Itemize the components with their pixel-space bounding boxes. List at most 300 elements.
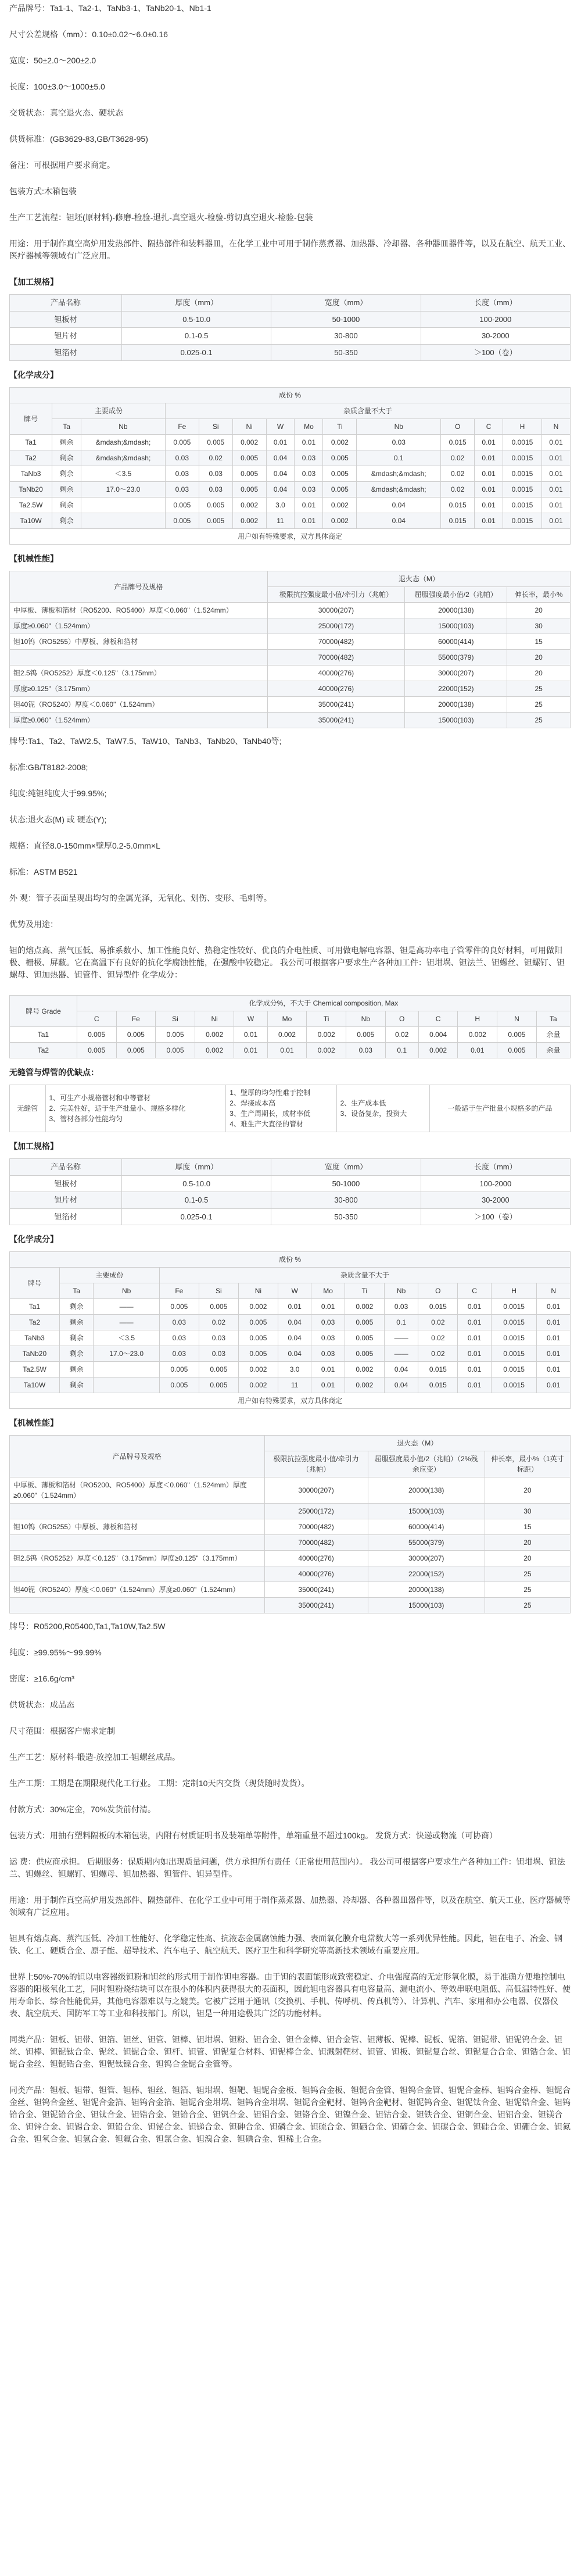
table-cell: 25 xyxy=(485,1566,570,1582)
table-cell: 0.005 xyxy=(199,1378,238,1393)
table-cell: 0.04 xyxy=(278,1315,311,1330)
table-cell: 0.03 xyxy=(295,466,323,482)
table-cell: 0.04 xyxy=(266,450,295,466)
table-cell: 中厚板、薄板和箔材（RO5200、RO5400）厚度＜0.060"（1.524mm）厚度≥0.060"（1.524mm） xyxy=(10,1477,265,1504)
table-cell: 15000(103) xyxy=(405,713,507,728)
col-header: Si xyxy=(156,1011,195,1027)
col-header: 产品牌号及规格 xyxy=(10,571,268,603)
col-header: 屈服强度最小值/2（兆帕）（2%残余应变） xyxy=(368,1451,485,1477)
outro-para: 世界上50%-70%的钽以电容器级钽粉和钽丝的形式用于制作钽电容器。由于钽的表面能形成致密稳定、介电强度高的无定形氧化膜，易于准确方便地控制电容器的阳极氧化工艺，同时钽粉烧结块可以在很小的体积内获得很大的表面积，因此钽电容器具有电容量高、漏电流小、等效串联电阻低、高低温特性好、使用寿命长、综合性能优异，其他电容器难以与之媲美。它被广泛用于通讯（交换机、手机、传呼机、传真机等）、计算机、汽车、家用和办公电器、仪器仪表、航空航天、国防军工等工业和科技部门。所以，钽是一种用途极其广泛的功能材料。 xyxy=(9,1972,571,2018)
table-row xyxy=(10,1535,571,1551)
table-cell: 钽2.5钨（RO5252）厚度＜0.125"（3.175mm） xyxy=(10,666,268,681)
table-cell: 30-800 xyxy=(271,328,421,345)
table-row xyxy=(10,1378,571,1393)
table-cell: 0.01 xyxy=(295,498,323,513)
mid-para: 钽的熔点高、蒸气压低、易推系数小、加工性能良好、热稳定性较好、优良的介电性质、可用做电解电容器、钽是高功率电子管零件的良好材料，可用做阳极、栅极、屏蔽。它在高温下有良好的抗化学腐蚀性能，在强酸中较稳定。 我公司可根据客户要求生产各种加工件：钽坩埚、钽法兰、钽螺丝、钽螺钉、钽螺母、钽加热器、钽管件、钽异型件 化学成分： xyxy=(9,946,565,979)
table-row xyxy=(10,681,571,697)
table-cell: 1、可生产小规格管材和中等管材 2、完美性好，适于生产批量小、规格多样化 3、管材各部分性能均匀 xyxy=(45,1085,226,1132)
intro-para: 宽度：50±2.0～200±2.0 xyxy=(9,56,96,65)
table-cell: 0.005 xyxy=(156,1027,195,1043)
table-cell: 0.1 xyxy=(384,1315,418,1330)
outro-para: 付款方式：30%定金，70%发货前付清。 xyxy=(9,1805,156,1814)
outro-para: 纯度：≥99.95%～99.99% xyxy=(9,1648,102,1657)
table-cell: 0.01 xyxy=(475,450,503,466)
outro-para: 同类产品：钽板、钽带、钽箔、钽丝、钽管、钽棒、钽坩埚、钽粉、钽合金、钽合金棒、钽合金管、钽薄板、铌棒、铌板、铌箔、钽铌带、钽铌钨合金、钽丝、钽棒、钽铌钛合金、铌丝、钽铌合金、钽杆、钽管、钽铌复合材料、钽铌棒合金、钽溅射靶材、钽管、钽板、钽铌复合丝、钽铌复合合金、钽锆合金、钽铌合金丝、钽铌锆合金、钽铌钛镍合金、钽钨合金铌合金管等。 xyxy=(9,2035,571,2069)
table-cell: Ta10W xyxy=(10,1378,60,1393)
grade-label: 牌号 xyxy=(10,403,52,435)
table-cell: 0.02 xyxy=(418,1315,458,1330)
col-header: Ni xyxy=(238,1283,278,1299)
table-row xyxy=(10,466,571,482)
table-cell: 20 xyxy=(485,1551,570,1566)
table-cell: 60000(414) xyxy=(405,634,507,650)
section-title-mech: 【机械性能】 xyxy=(9,1418,58,1427)
table-cell: 0.025-0.1 xyxy=(122,1208,271,1225)
table-row xyxy=(10,1504,571,1519)
col-header: Si xyxy=(199,1283,238,1299)
table-cell: 0.02 xyxy=(199,1315,238,1330)
col-header: 宽度（mm） xyxy=(271,295,421,312)
table-row xyxy=(10,1027,571,1043)
table-cell: 0.025-0.1 xyxy=(122,344,271,361)
outro-para: 生产工艺：原材料-锻造-放控加工-钽螺丝成品。 xyxy=(9,1752,180,1762)
table-cell: 0.002 xyxy=(323,513,357,529)
table-header-row xyxy=(10,1011,571,1027)
table-cell: 20000(138) xyxy=(405,697,507,713)
table-cell: 0.002 xyxy=(238,1299,278,1315)
table-cell: Ta2.5W xyxy=(10,1362,60,1378)
table-cell: 50-1000 xyxy=(271,1175,421,1192)
table-note-row xyxy=(10,529,571,545)
table-cell: 钽箔材 xyxy=(10,1208,122,1225)
table-cell: 20000(138) xyxy=(368,1477,485,1504)
table-cell: 钽板材 xyxy=(10,1175,122,1192)
outro-para: 用途：用于制作真空高炉用发热部件、隔热部件、在化学工业中可用于制作蒸煮器、加热器、冷却器、各种器皿器件等，以及在航空、航天工业、医疗器械等领域有广泛应用。 xyxy=(9,1895,571,1917)
chem-max-table xyxy=(9,995,571,1058)
table-cell: 0.01 xyxy=(541,466,570,482)
table-cell: 钽10钨（RO5255）中厚板、薄板和箔材 xyxy=(10,634,268,650)
table-cell: 0.005 xyxy=(116,1027,156,1043)
table-row xyxy=(10,1175,571,1192)
intro-para: 尺寸公差规格（mm）：0.10±0.02～6.0±0.16 xyxy=(9,30,168,39)
table-cell: 钽40铌（RO5240）厚度＜0.060"（1.524mm）厚度≥0.060"（1.524mm） xyxy=(10,1582,265,1598)
col-header: C xyxy=(418,1011,458,1027)
col-header: Si xyxy=(199,419,232,435)
table-header-row xyxy=(10,1252,571,1268)
table-cell: 0.03 xyxy=(311,1315,345,1330)
table-cell: 20000(138) xyxy=(405,603,507,618)
outro-para: 牌号：R05200,R05400,Ta1,Ta10W,Ta2.5W xyxy=(9,1622,166,1631)
table-cell: 0.005 xyxy=(159,1299,199,1315)
col-header: 退火态（M） xyxy=(267,571,570,587)
table-cell: 40000(276) xyxy=(264,1566,368,1582)
table-cell: 0.03 xyxy=(311,1346,345,1362)
table-cell: 0.03 xyxy=(165,482,199,498)
col-header: C xyxy=(458,1283,491,1299)
table-cell: 0.005 xyxy=(323,482,357,498)
table-cell: 0.04 xyxy=(278,1330,311,1346)
mid-para: 标准：ASTM B521 xyxy=(9,867,78,876)
table-cell: 0.03 xyxy=(159,1346,199,1362)
table-cell: 15000(103) xyxy=(405,618,507,634)
table-cell: 0.002 xyxy=(195,1043,234,1058)
table-cell: 30000(207) xyxy=(264,1477,368,1504)
table-cell: 0.005 xyxy=(346,1027,385,1043)
table-cell: 35000(241) xyxy=(267,697,405,713)
col-header: 厚度（mm） xyxy=(122,1159,271,1176)
table-row xyxy=(10,713,571,728)
table-row xyxy=(10,1598,571,1613)
col-header: H xyxy=(503,419,542,435)
table-cell xyxy=(94,1378,159,1393)
chem-rows xyxy=(10,435,571,529)
col-header: C xyxy=(77,1011,116,1027)
table-cell: 0.005 xyxy=(497,1043,537,1058)
col-header: Nb xyxy=(94,1283,159,1299)
table-cell: 0.002 xyxy=(418,1043,458,1058)
table-cell: 0.01 xyxy=(278,1299,311,1315)
col-header: Ta xyxy=(59,1283,94,1299)
intro-para: 生产工艺流程：钽坯(原材料)-修磨-检验-退扎-真空退火-检验-剪切真空退火-检验-包装 xyxy=(9,213,313,222)
table-cell: 0.005 xyxy=(116,1043,156,1058)
table-cell: 0.1 xyxy=(357,450,441,466)
col-header: N xyxy=(537,1283,571,1299)
table-cell: 0.5-10.0 xyxy=(122,311,271,328)
table-cell: 0.02 xyxy=(441,450,475,466)
table-cell: 0.04 xyxy=(266,466,295,482)
chem-max-rows xyxy=(10,1027,571,1058)
table-row xyxy=(10,1551,571,1566)
col-header: 厚度（mm） xyxy=(122,295,271,312)
table-header-row xyxy=(10,403,571,419)
intro-para: 交货状态：真空退火态、硬状态 xyxy=(9,108,123,117)
table-cell: &mdash;&mdash; xyxy=(357,482,441,498)
table-cell: 0.01 xyxy=(458,1043,497,1058)
table-row xyxy=(10,435,571,450)
table-cell: 0.03 xyxy=(295,482,323,498)
table-cell: 20 xyxy=(485,1477,570,1504)
unit-label: 成份 % xyxy=(10,1252,571,1268)
table-cell: 50-350 xyxy=(271,1208,421,1225)
table-cell: 剩余 xyxy=(59,1362,94,1378)
table-cell: 0.005 xyxy=(159,1378,199,1393)
table-header-row xyxy=(10,1436,571,1451)
table-cell: 0.005 xyxy=(232,450,266,466)
table-cell: 55000(379) xyxy=(405,650,507,666)
table-cell: 0.01 xyxy=(475,498,503,513)
table-cell xyxy=(81,498,165,513)
col-header: Fe xyxy=(116,1011,156,1027)
unit-label: 成份 % xyxy=(10,388,571,403)
table-cell: 0.03 xyxy=(199,1330,238,1346)
table-cell: 0.03 xyxy=(346,1043,385,1058)
table-cell: 0.5-10.0 xyxy=(122,1175,271,1192)
table-cell: 0.01 xyxy=(475,482,503,498)
table-cell: 25 xyxy=(507,681,571,697)
table-cell: 0.04 xyxy=(357,498,441,513)
mech-rows xyxy=(10,1477,571,1613)
table-cell: 0.01 xyxy=(537,1378,571,1393)
table-cell: 0.015 xyxy=(418,1299,458,1315)
col-header: 产品名称 xyxy=(10,295,122,312)
mid-para: 状态:退火态(M) 或 硬态(Y); xyxy=(9,815,107,824)
col-header: W xyxy=(278,1283,311,1299)
table-header-row xyxy=(10,388,571,403)
chem-table xyxy=(9,387,571,545)
table-cell: 40000(276) xyxy=(267,666,405,681)
table-cell: 0.1 xyxy=(385,1043,418,1058)
col-header: 屈服强度最小值/2（兆帕） xyxy=(405,587,507,603)
table-cell: 30000(207) xyxy=(368,1551,485,1566)
table-cell: 0.01 xyxy=(311,1362,345,1378)
table-cell: 0.005 xyxy=(199,498,232,513)
table-cell: 剩余 xyxy=(59,1378,94,1393)
col-header: Ni xyxy=(195,1011,234,1027)
table-cell: 剩余 xyxy=(59,1346,94,1362)
table-row xyxy=(10,328,571,345)
table-row xyxy=(10,618,571,634)
table-cell: TaNb3 xyxy=(10,1330,60,1346)
table-cell: 0.01 xyxy=(458,1315,491,1330)
table-cell: 15000(103) xyxy=(368,1504,485,1519)
spec-table-2 xyxy=(9,1158,571,1225)
mid-para: 标准:GB/T8182-2008; xyxy=(9,763,88,772)
table-cell: 0.005 xyxy=(159,1362,199,1378)
table-cell: 0.005 xyxy=(199,435,232,450)
mid-para: 规格：直径8.0-150mm×壁厚0.2-5.0mm×L xyxy=(9,841,160,850)
table-cell: 15 xyxy=(507,634,571,650)
col-header: N xyxy=(497,1011,537,1027)
table-cell xyxy=(10,650,268,666)
table-cell: 20 xyxy=(507,650,571,666)
table-cell xyxy=(10,1504,265,1519)
table-cell: 0.0015 xyxy=(503,435,542,450)
col-header: Ta xyxy=(52,419,81,435)
table-row xyxy=(10,697,571,713)
table-cell: Ta2 xyxy=(10,1315,60,1330)
table-cell: ＜3.5 xyxy=(94,1330,159,1346)
table-row xyxy=(10,1299,571,1315)
table-row xyxy=(10,1477,571,1504)
section-title-spec: 【加工规格】 xyxy=(9,277,58,287)
table-cell: 0.02 xyxy=(199,450,232,466)
table-cell: —— xyxy=(94,1299,159,1315)
col-header: Ni xyxy=(232,419,266,435)
table-header-row xyxy=(10,996,571,1011)
table-cell: 0.0015 xyxy=(503,450,542,466)
table-cell: 剩余 xyxy=(59,1330,94,1346)
table-cell: 钽板材 xyxy=(10,311,122,328)
table-cell: 0.03 xyxy=(165,450,199,466)
table-cell: 钽2.5钨（RO5252）厚度＜0.125"（3.175mm）厚度≥0.125"（3.175mm） xyxy=(10,1551,265,1566)
table-cell: 30-800 xyxy=(271,1192,421,1209)
table-cell: 0.01 xyxy=(541,435,570,450)
table-cell: Ta1 xyxy=(10,1299,60,1315)
section-title-mech: 【机械性能】 xyxy=(9,554,58,563)
col-header: Mo xyxy=(295,419,323,435)
section-title-spec: 【加工规格】 xyxy=(9,1142,58,1151)
table-cell: 钽片材 xyxy=(10,328,122,345)
col-header: W xyxy=(266,419,295,435)
table-cell: 0.005 xyxy=(232,482,266,498)
table-cell: 0.015 xyxy=(441,435,475,450)
table-cell: 0.002 xyxy=(232,498,266,513)
table-cell: 0.0015 xyxy=(491,1299,537,1315)
col-header: H xyxy=(458,1011,497,1027)
table-cell: 0.005 xyxy=(345,1315,384,1330)
table-cell: 剩余 xyxy=(59,1315,94,1330)
col-header: Ti xyxy=(323,419,357,435)
table-cell: 0.002 xyxy=(345,1378,384,1393)
col-header: 退火态（M） xyxy=(264,1436,570,1451)
table-header-row xyxy=(10,1268,571,1283)
table-cell: 1、壁厚的均匀性难于控制 2、焊接成本高 3、生产周期长，成材率低 4、难生产大直径的管材 xyxy=(226,1085,336,1132)
outro-para: 运 费：供应商承担。 后期服务：保质期内如出现质量问题，供方承担所有责任（正常使用范围内）。 我公司可根据客户要求生产各种加工件：钽坩埚、钽法兰、钽螺丝、钽螺钉、钽螺母、钽加热器、钽管件、钽异型件。 xyxy=(9,1857,565,1879)
col-header: 产品名称 xyxy=(10,1159,122,1176)
table-cell: 钽40铌（RO5240）厚度＜0.060"（1.524mm） xyxy=(10,697,268,713)
table-cell: 0.03 xyxy=(384,1299,418,1315)
chem-rows xyxy=(10,1299,571,1393)
table-cell: 0.01 xyxy=(311,1299,345,1315)
table-row xyxy=(10,666,571,681)
table-cell: 40000(276) xyxy=(267,681,405,697)
col-header: Ti xyxy=(345,1283,384,1299)
table-cell: 70000(482) xyxy=(267,650,405,666)
table-cell: 15000(103) xyxy=(368,1598,485,1613)
table-cell: 0.005 xyxy=(199,513,232,529)
table-cell: 厚度≥0.125"（3.175mm） xyxy=(10,681,268,697)
table-row xyxy=(10,450,571,466)
mech-table xyxy=(9,571,571,728)
outro-para: 包装方式：用抽有塑料隔板的木箱包装，内附有材质证明书及装箱单等附件，单箱重量不超过100kg。 发货方式：快递或物流（可协商） xyxy=(9,1831,498,1840)
table-cell: 剩余 xyxy=(52,466,81,482)
table-cell: 50-1000 xyxy=(271,311,421,328)
table-cell: 0.01 xyxy=(537,1315,571,1330)
main-component-label: 主要成份 xyxy=(52,403,166,419)
table-cell: 0.01 xyxy=(234,1043,267,1058)
table-cell: 0.005 xyxy=(497,1027,537,1043)
table-cell: 0.002 xyxy=(232,435,266,450)
table-cell: 0.01 xyxy=(234,1027,267,1043)
table-cell: —— xyxy=(384,1346,418,1362)
table-cell: 30-2000 xyxy=(421,1192,570,1209)
intro-para: 长度：100±3.0～1000±5.0 xyxy=(9,82,105,91)
table-cell: 0.002 xyxy=(458,1027,497,1043)
row-label: 无缝管 xyxy=(10,1085,46,1132)
chem-max-header: 化学成分%，不大于 Chemical composition, Max xyxy=(77,996,570,1011)
table-cell: 0.002 xyxy=(307,1027,346,1043)
table-cell: 0.0015 xyxy=(491,1378,537,1393)
table-cell: &mdash;&mdash; xyxy=(81,435,165,450)
table-cell: 0.01 xyxy=(295,513,323,529)
table-cell: 0.01 xyxy=(458,1362,491,1378)
table-cell: 0.01 xyxy=(458,1378,491,1393)
table-cell: 0.005 xyxy=(232,466,266,482)
table-cell: —— xyxy=(94,1315,159,1330)
pipe-table xyxy=(9,1085,571,1132)
col-header: Fe xyxy=(159,1283,199,1299)
table-cell: 0.005 xyxy=(77,1027,116,1043)
mid-para: 牌号:Ta1、Ta2、TaW2.5、TaW7.5、TaW10、TaNb3、TaNb20、TaNb40等; xyxy=(9,736,282,746)
table-cell: 17.0～23.0 xyxy=(81,482,165,498)
table-cell: 25 xyxy=(507,713,571,728)
col-header: 极限抗拉强度最小值/牵引力（兆帕） xyxy=(267,587,405,603)
table-cell: 60000(414) xyxy=(368,1519,485,1535)
table-cell: 2、生产成本低 3、设备复杂，投资大 xyxy=(336,1085,429,1132)
table-cell: 0.03 xyxy=(295,450,323,466)
table-cell: 0.01 xyxy=(267,1043,307,1058)
intro-para: 包装方式:木箱包装 xyxy=(9,187,77,196)
col-header: H xyxy=(491,1283,537,1299)
table-cell: Ta1 xyxy=(10,435,52,450)
table-header-row xyxy=(10,1283,571,1299)
col-header: Nb xyxy=(346,1011,385,1027)
table-cell: 35000(241) xyxy=(264,1598,368,1613)
chem-table-2 xyxy=(9,1251,571,1409)
table-cell: 3.0 xyxy=(266,498,295,513)
table-row xyxy=(10,344,571,361)
table-cell: Ta2.5W xyxy=(10,498,52,513)
table-cell: 0.005 xyxy=(323,450,357,466)
col-header: Mo xyxy=(311,1283,345,1299)
table-cell: TaNb20 xyxy=(10,1346,60,1362)
table-cell: 0.03 xyxy=(199,482,232,498)
table-cell: 0.005 xyxy=(165,513,199,529)
table-row xyxy=(10,1362,571,1378)
table-cell: 0.002 xyxy=(238,1378,278,1393)
table-header-row xyxy=(10,571,571,587)
table-cell: 0.03 xyxy=(159,1315,199,1330)
table-cell: 0.01 xyxy=(541,482,570,498)
outro-para: 供货状态：成品态 xyxy=(9,1700,74,1709)
intro-block xyxy=(9,2,572,262)
table-header-row xyxy=(10,419,571,435)
table-cell: 0.015 xyxy=(418,1378,458,1393)
col-header: 极限抗拉强度最小值/牵引力（兆帕） xyxy=(264,1451,368,1477)
col-header: Fe xyxy=(165,419,199,435)
table-cell: 0.1-0.5 xyxy=(122,328,271,345)
table-cell: 3.0 xyxy=(278,1362,311,1378)
col-header: C xyxy=(475,419,503,435)
table-cell: 20000(138) xyxy=(368,1582,485,1598)
col-header: 长度（mm） xyxy=(421,1159,570,1176)
table-cell: 钽片材 xyxy=(10,1192,122,1209)
table-cell: 0.002 xyxy=(195,1027,234,1043)
table-cell: 0.005 xyxy=(238,1346,278,1362)
table-cell: 0.004 xyxy=(418,1027,458,1043)
mech-table-2 xyxy=(9,1435,571,1613)
col-header: 伸长率，最小%（1英寸标距） xyxy=(485,1451,570,1477)
table-cell: 30-2000 xyxy=(421,328,570,345)
table-note: 用户如有特殊要求，双方具体商定 xyxy=(10,529,571,545)
table-cell: 0.005 xyxy=(165,435,199,450)
table-cell: 厚度≥0.060"（1.524mm） xyxy=(10,618,268,634)
col-header: 伸长率，最小% xyxy=(507,587,571,603)
table-cell: 25 xyxy=(485,1598,570,1613)
table-cell: 0.002 xyxy=(232,513,266,529)
table-cell: 0.02 xyxy=(418,1330,458,1346)
table-cell: 0.01 xyxy=(266,435,295,450)
table-cell: 0.0015 xyxy=(503,482,542,498)
table-cell: 15 xyxy=(485,1519,570,1535)
table-row xyxy=(10,1208,571,1225)
table-cell: 0.0015 xyxy=(491,1346,537,1362)
mid-para: 纯度:纯钽纯度大于99.95%; xyxy=(9,789,107,798)
table-cell: 0.01 xyxy=(475,513,503,529)
table-header-row xyxy=(10,1159,571,1176)
table-cell: &mdash;&mdash; xyxy=(81,450,165,466)
table-cell: 0.04 xyxy=(357,513,441,529)
